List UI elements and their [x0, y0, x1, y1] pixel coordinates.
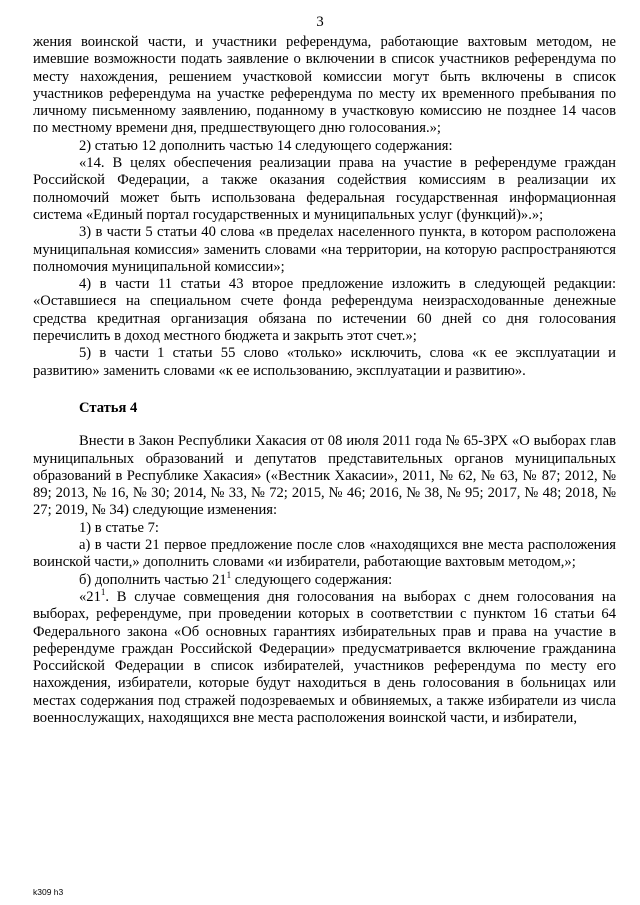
paragraph-item-2: 2) статью 12 дополнить частью 14 следующего содержания: [79, 137, 453, 154]
paragraph-part-14: «14. В целях обеспечения реализации права на участие в референдуме граждан Российской Федерации, а также оказания содействия комиссиям в реализации их полномочий может быть использована федеральная государственная информационная система «Единый портал государственных и муниципальных услуг (функций)».»; [33, 155, 616, 223]
part-21-1-superscript: 1 [100, 586, 106, 597]
item-b-text-end: следующего содержания: [231, 571, 393, 588]
part-21-1-text: . В случае совмещения дня голосования на выборах с днем голосования на выборах, референдуме, при проведении которых в соответствии с пунктом 16 статьи 64 Федерального закона «Об основных гарантиях избирательных прав и права на участие в референдуме граждан Российской Федерации» предусматривается включение гражданина Российской Федерации в список избирателей, участников референдума по месту его нахождения, избиратели, которые будут находиться в день голосования в больницах или местах содержания под стражей подозреваемых и обвиняемых, а также избиратели из числа военнослужащих, находящихся вне места расположения воинской части, и избиратели, [33, 588, 616, 726]
page-number: 3 [316, 14, 324, 30]
paragraph-part-21-1 [33, 586, 616, 727]
paragraph-item-5: 5) в части 1 статьи 55 слово «только» исключить, слова «к ее эксплуатации и развитию» заменить словами «к ее использованию, эксплуатации и развитию». [33, 345, 616, 379]
paragraph-continuation: жения воинской части, и участники референдума, работающие вахтовым методом, не имевшие возможности подать заявление о включении в список участников референдума по месту нахождения, решением участковой комиссии могут быть включены в список участников референдума на участке референдума по месту их временного пребывания по личному письменному заявлению, поданному в участковую комиссию не позднее 14 часов по местному времени дня, предшествующего дню голосования.»; [33, 34, 616, 137]
paragraph-item-1: 1) в статье 7: [79, 519, 159, 536]
paragraph-item-b [33, 569, 616, 589]
paragraph-item-3: 3) в части 5 статьи 40 слова «в пределах населенного пункта, в котором расположена муниципальная комиссия» заменить словами «на территории, на которую распространяются полномочия муниципальной комиссии»; [33, 224, 616, 275]
part-21-1-number: «21 [79, 588, 101, 605]
footer-code: k309 h3 [33, 887, 64, 897]
paragraph-amend-intro: Внести в Закон Республики Хакасия от 08 июля 2011 года № 65-ЗРХ «О выборах глав муниципальных образований и депутатов представительных органов муниципальных образований в Республике Хакасия» («Вестник Хакасии», 2011, № 62, № 63, № 87; 2012, № 89; 2013, № 16, № 30; 2014, № 33, № 72; 2015, № 46; 2016, № 38, № 95; 2017, № 48; 2018, № 27; 2019, № 34) следующие изменения: [33, 433, 616, 519]
article-heading: Статья 4 [79, 399, 138, 416]
paragraph-item-4: 4) в части 11 статьи 43 второе предложение изложить в следующей редакции: «Оставшиеся на специальном счете фонда референдума неизрасходованные денежные средства кредитная организация обязана по истечении 60 дней со дня голосования перечислить в доход местного бюджета и закрыть этот счет.»; [33, 276, 616, 345]
paragraph-item-a: а) в части 21 первое предложение после слов «находящихся вне места расположения воинской части,» дополнить словами «и избиратели, работающие вахтовым методом,»; [33, 537, 616, 571]
document-body [33, 34, 616, 727]
item-b-text: б) дополнить частью 21 [79, 571, 227, 588]
item-b-superscript: 1 [226, 569, 232, 580]
